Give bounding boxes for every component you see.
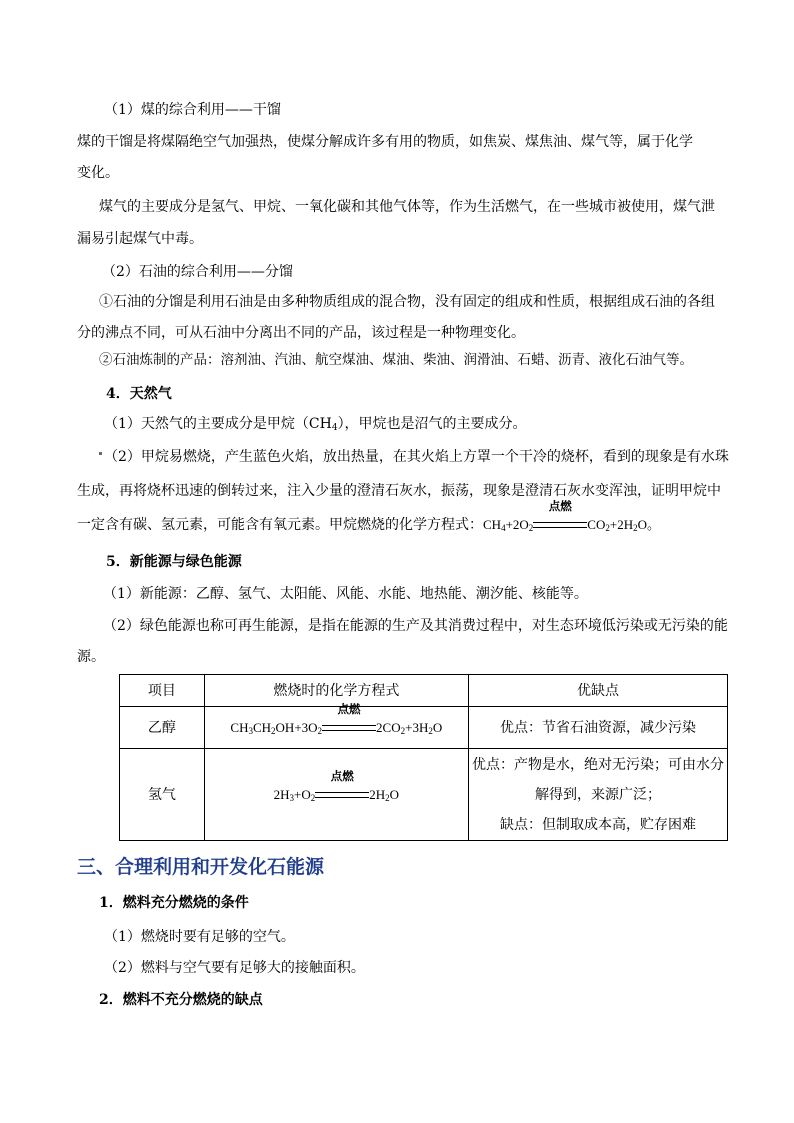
table-header-equation: 燃烧时的化学方程式 — [204, 675, 468, 707]
table-cell-ethanol: 乙醇 — [120, 707, 205, 749]
natural-gas-paragraph-2-line-1: （2）甲烷易燃烧，产生蓝色火焰，放出热量，在其火焰上方罩一个干冷的烧杯，看到的现象是有水珠 — [104, 449, 729, 465]
oil-heading: （2）石油的综合利用——分馏 — [102, 264, 293, 280]
table-cell-hydrogen-equation: $2H_3+O_2$ 点燃 $2H_2O$ — [204, 749, 468, 841]
table-row — [120, 749, 728, 841]
natural-gas-heading: 4．天然气 — [106, 386, 172, 402]
energy-comparison-table — [119, 674, 728, 841]
section-3-title: 三、合理利用和开发化石能源 — [77, 856, 325, 878]
reaction-arrow: 点燃 — [322, 718, 376, 738]
hydrogen-pros-line-2: 解得到，来源广泛； — [534, 786, 661, 803]
oil-paragraph-1-line-2: 分的沸点不同，可从石油中分离出不同的产品，该过程是一种物理变化。 — [77, 325, 525, 341]
hydrogen-cons: 缺点：但制取成本高，贮存困难 — [499, 816, 696, 833]
table-cell-ethanol-equation: $CH_3CH_2OH+3O_2$ 点燃 $2CO_2+3H_2O$ — [204, 707, 468, 749]
oil-paragraph-2: ②石油炼制的产品：溶剂油、汽油、航空煤油、煤油、柴油、润滑油、石蜡、沥青、液化石油气等。 — [99, 352, 693, 368]
coal-paragraph-1-line-2: 变化。 — [77, 165, 119, 181]
coal-paragraph-2-line-2: 漏易引起煤气中毒。 — [77, 231, 203, 247]
coal-paragraph-1-line-1: 煤的干馏是将煤隔绝空气加强热，使煤分解成许多有用的物质，如焦炭、煤焦油、煤气等，属于化学 — [77, 134, 693, 150]
coal-heading: （1）煤的综合利用——干馏 — [104, 102, 281, 118]
natural-gas-paragraph-2-line-3: 一定含有碳、氢元素，可能含有氧元素。甲烷燃烧的化学方程式：$CH_4+2O_2$ 点燃 $CO_2+2H_2O$。 — [77, 501, 660, 533]
hydrogen-pros-line-1: 优点：产物是水，绝对无污染；可由水分 — [471, 756, 724, 773]
stray-dot — [99, 452, 102, 455]
natural-gas-paragraph-2-line-2: 生成，再将烧杯迅速的倒转过来，注入少量的澄清石灰水，振荡，现象是澄清石灰水变浑浊，证明甲烷中 — [77, 483, 721, 499]
oil-paragraph-1-line-1: ①石油的分馏是利用石油是由多种物质组成的混合物，没有固定的组成和性质，根据组成石油的各组 — [99, 294, 715, 310]
table-cell-hydrogen-pros-cons — [468, 749, 727, 841]
section-3-heading-1: 1．燃料充分燃烧的条件 — [99, 895, 249, 911]
reaction-arrow: 点燃 — [533, 515, 587, 535]
section-3-paragraph-2: （2）燃料与空气要有足够大的接触面积。 — [104, 960, 365, 976]
section-3-paragraph-1: （1）燃烧时要有足够的空气。 — [104, 929, 295, 945]
new-energy-paragraph-1: （1）新能源：乙醇、氢气、太阳能、风能、水能、地热能、潮汐能、核能等。 — [103, 586, 588, 602]
reaction-arrow: 点燃 — [315, 785, 369, 805]
new-energy-paragraph-2-line-2: 源。 — [77, 649, 105, 665]
new-energy-paragraph-2-line-1: （2）绿色能源也称可再生能源，是指在能源的生产及其消费过程中，对生态环境低污染或无污染的能 — [103, 618, 728, 634]
new-energy-heading: 5．新能源与绿色能源 — [106, 554, 242, 570]
table-cell-ethanol-pros: 优点：节省石油资源，减少污染 — [468, 707, 727, 749]
table-header-pros-cons: 优缺点 — [468, 675, 727, 707]
table-header-item: 项目 — [120, 675, 205, 707]
table-header-row — [120, 675, 728, 707]
coal-paragraph-2-line-1: 煤气的主要成分是氢气、甲烷、一氧化碳和其他气体等，作为生活燃气，在一些城市被使用，煤气泄 — [99, 199, 715, 215]
table-row — [120, 707, 728, 749]
methane-combustion-equation: $CH_4+2O_2$ 点燃 $CO_2+2H_2O$。 — [483, 501, 660, 533]
natural-gas-paragraph-1: （1）天然气的主要成分是甲烷$(CH_4)$，甲烷也是沼气的主要成分。 — [104, 416, 527, 433]
table-cell-hydrogen: 氢气 — [120, 749, 205, 841]
section-3-heading-2: 2．燃料不充分燃烧的缺点 — [99, 992, 263, 1008]
